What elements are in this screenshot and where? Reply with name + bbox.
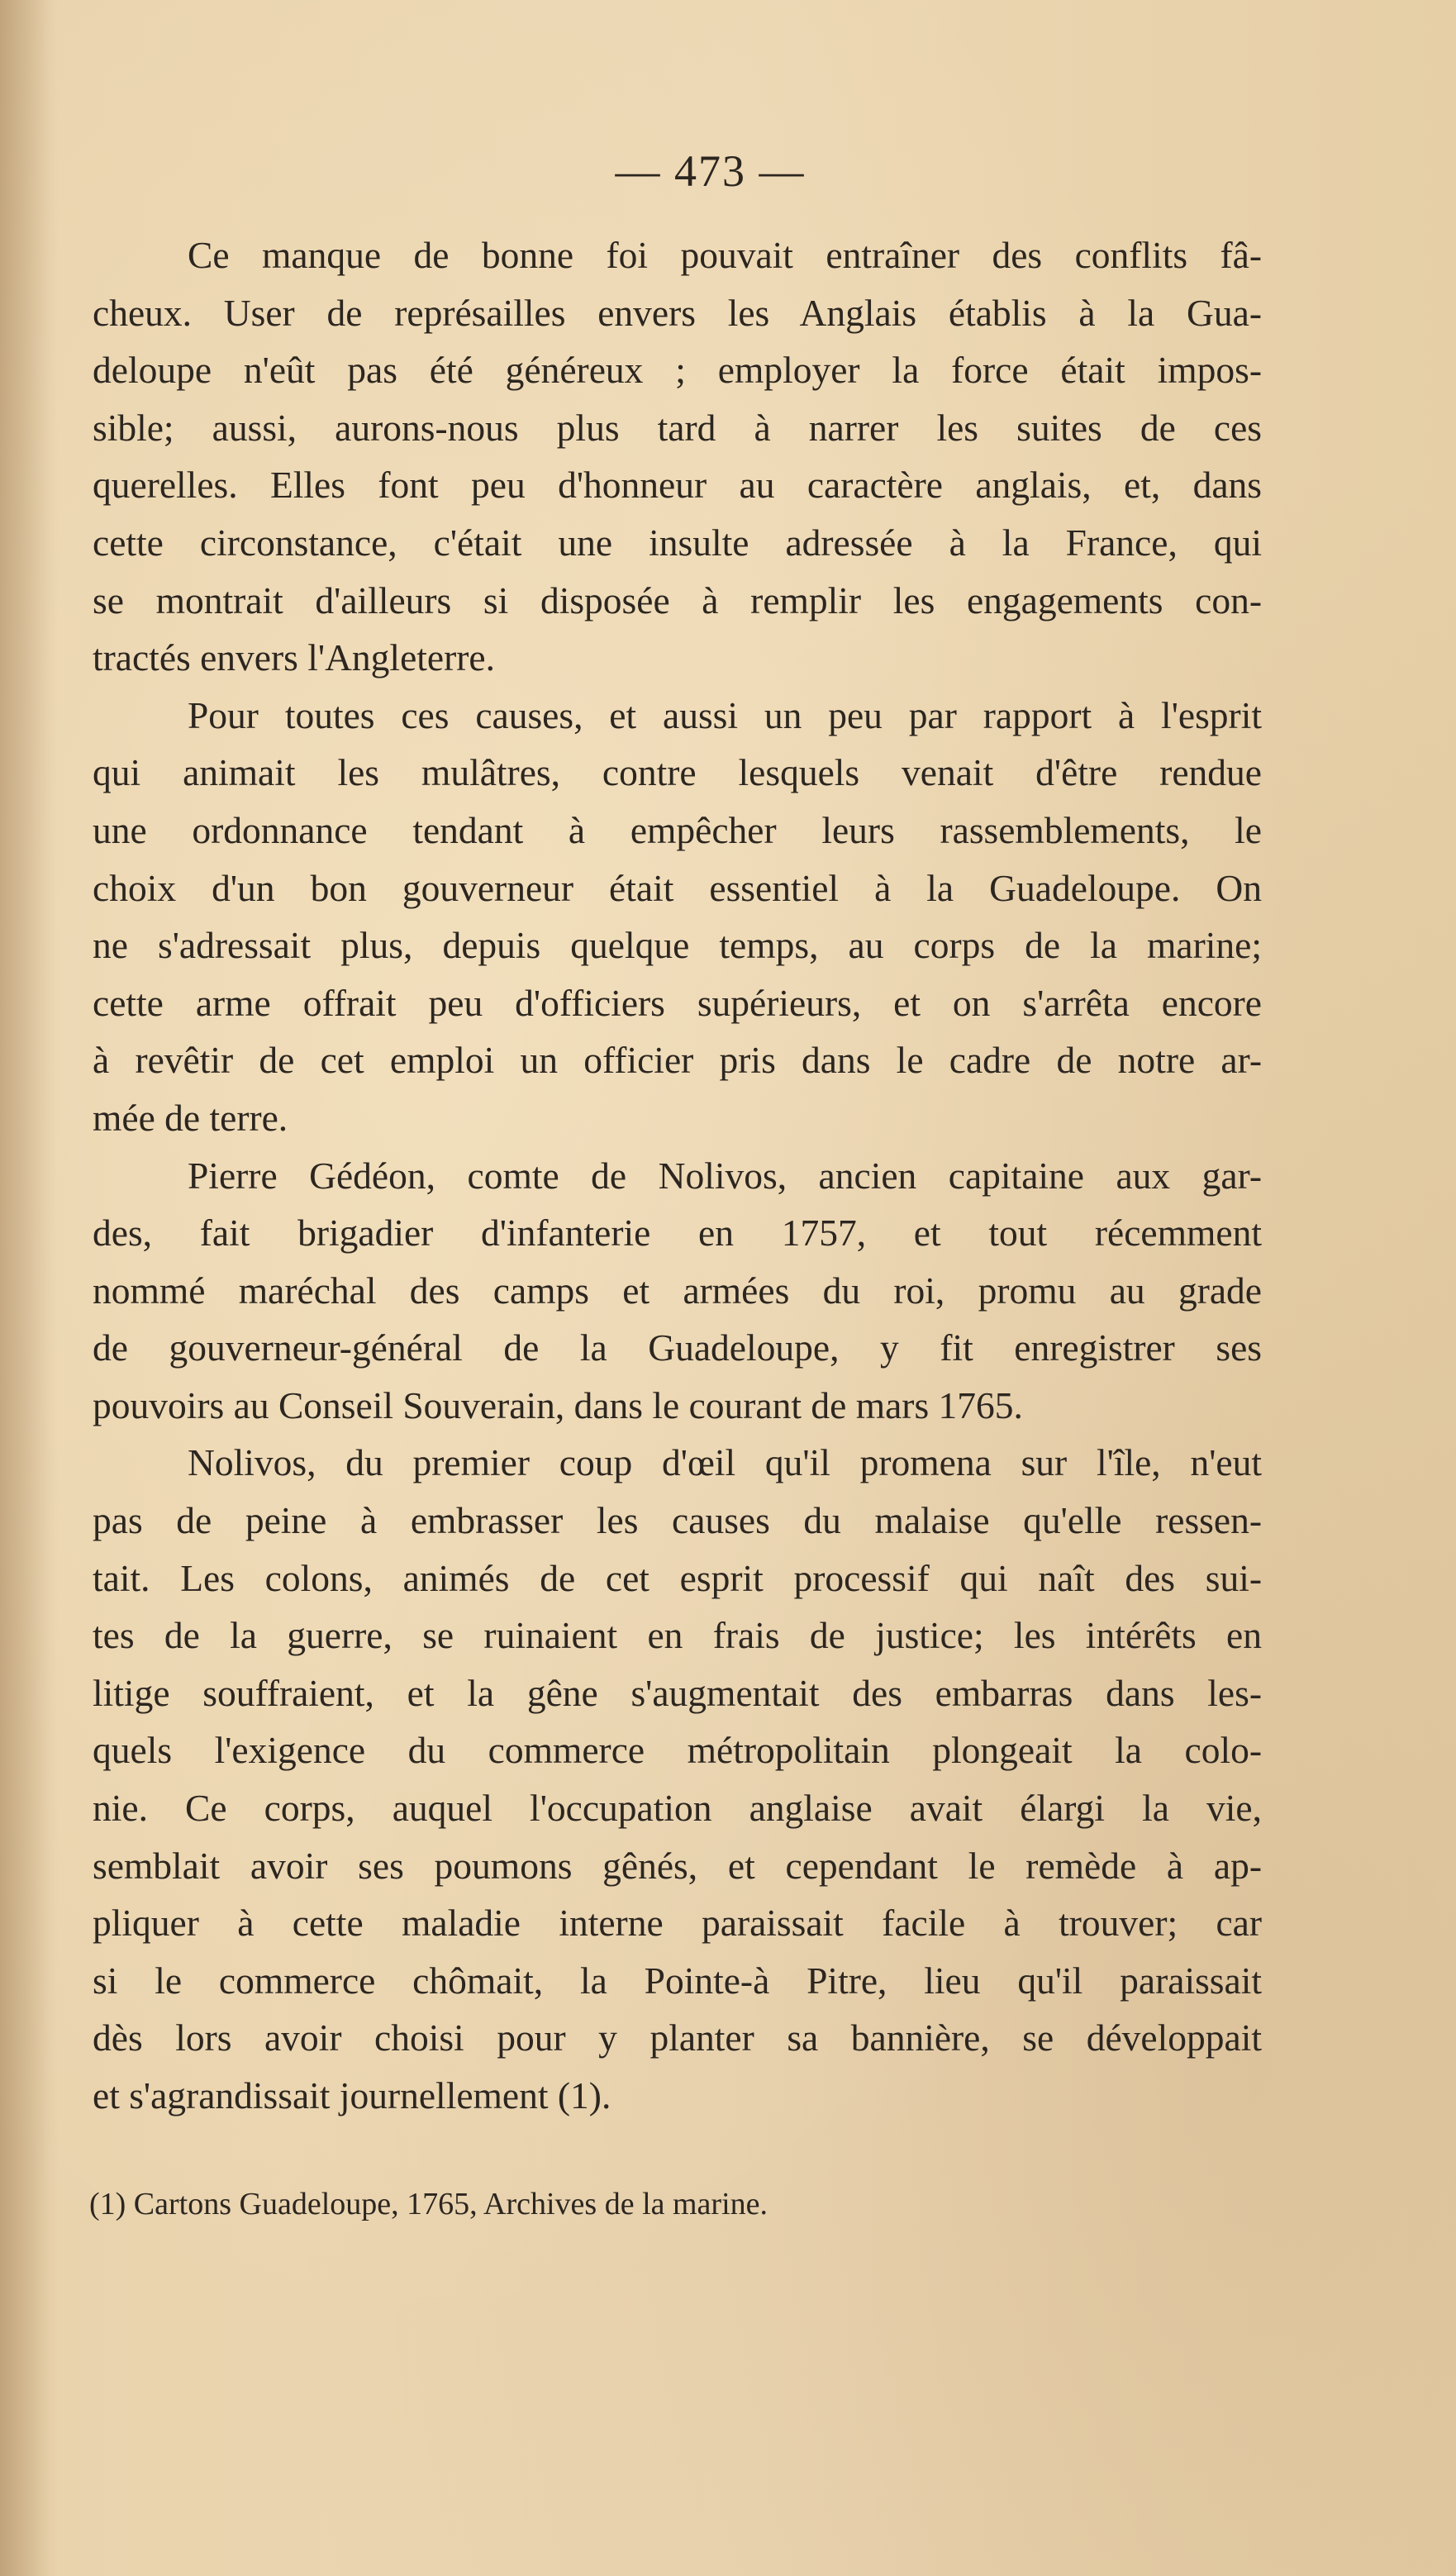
text-line: une ordonnance tendant à empêcher leurs rassemblements, le: [93, 808, 1262, 851]
text-line: tait. Les colons, animés de cet esprit processif qui naît des sui-: [93, 1556, 1262, 1599]
paragraph-3: [93, 1147, 1262, 1435]
text-line: tes de la guerre, se ruinaient en frais de justice; les intérêts en: [93, 1614, 1262, 1657]
text-line: cette arme offrait peu d'officiers supérieurs, et on s'arrêta encore: [93, 981, 1262, 1024]
text-line: cette circonstance, c'était une insulte adressée à la France, qui: [93, 521, 1262, 564]
text-line: pliquer à cette maladie interne paraissait facile à trouver; car: [93, 1902, 1262, 1945]
text-line: quels l'exigence du commerce métropolitain plongeait la colo-: [93, 1729, 1262, 1772]
text-line: se montrait d'ailleurs si disposée à remplir les engagements con-: [93, 579, 1262, 621]
text-line: nommé maréchal des camps et armées du roi, promu au grade: [93, 1269, 1262, 1312]
text-line: des, fait brigadier d'infanterie en 1757, et tout récemment: [93, 1212, 1262, 1255]
text-line: si le commerce chômait, la Pointe-à Pitre, lieu qu'il paraissait: [93, 1959, 1262, 2002]
text-line: Pierre Gédéon, comte de Nolivos, ancien capitaine aux gar-: [188, 1154, 1262, 1197]
paragraph-4: [93, 1434, 1262, 2124]
text-line: cheux. User de représailles envers les Anglais établis à la Gua-: [93, 291, 1262, 334]
text-line: Nolivos, du premier coup d'œil qu'il promena sur l'île, n'eut: [188, 1441, 1262, 1484]
text-line: nie. Ce corps, auquel l'occupation anglaise avait élargi la vie,: [93, 1787, 1262, 1830]
text-line: dès lors avoir choisi pour y planter sa bannière, se développait: [93, 2017, 1262, 2059]
text-line: litige souffraient, et la gêne s'augmentait des embarras dans les-: [93, 1671, 1262, 1714]
text-line: sible; aussi, aurons-nous plus tard à narrer les suites de ces: [93, 406, 1262, 449]
text-line: choix d'un bon gouverneur était essentiel à la Guadeloupe. On: [93, 866, 1262, 909]
text-line: Ce manque de bonne foi pouvait entraîner des conflits fâ-: [188, 234, 1262, 276]
page-content: [93, 146, 1262, 2125]
text-line: pas de peine à embrasser les causes du malaise qu'elle ressen-: [93, 1499, 1262, 1542]
text-line: ne s'adressait plus, depuis quelque temps, au corps de la marine;: [93, 924, 1262, 967]
text-line: deloupe n'eût pas été généreux ; employer la force était impos-: [93, 349, 1262, 392]
binding-shadow: [0, 0, 58, 2576]
text-line: pouvoirs au Conseil Souverain, dans le courant de mars 1765.: [93, 1383, 1023, 1426]
text-line: semblait avoir ses poumons gênés, et cependant le remède à ap-: [93, 1844, 1262, 1887]
paragraph-2: [93, 687, 1262, 1147]
footnote: (1) Cartons Guadeloupe, 1765, Archives de la marine.: [89, 2187, 768, 2221]
text-line: à revêtir de cet emploi un officier pris dans le cadre de notre ar-: [93, 1039, 1262, 1082]
text-line: qui animait les mulâtres, contre lesquels venait d'être rendue: [93, 751, 1262, 794]
text-line: de gouverneur-général de la Guadeloupe, y fit enregistrer ses: [93, 1326, 1262, 1369]
text-line: mée de terre.: [93, 1096, 288, 1139]
text-line: tractés envers l'Angleterre.: [93, 636, 495, 679]
text-line: et s'agrandissait journellement (1).: [93, 2074, 611, 2117]
text-line: Pour toutes ces causes, et aussi un peu par rapport à l'esprit: [188, 693, 1262, 736]
paragraph-1: [93, 226, 1262, 687]
page-number: — 473 —: [615, 146, 806, 196]
text-line: querelles. Elles font peu d'honneur au caractère anglais, et, dans: [93, 464, 1262, 507]
